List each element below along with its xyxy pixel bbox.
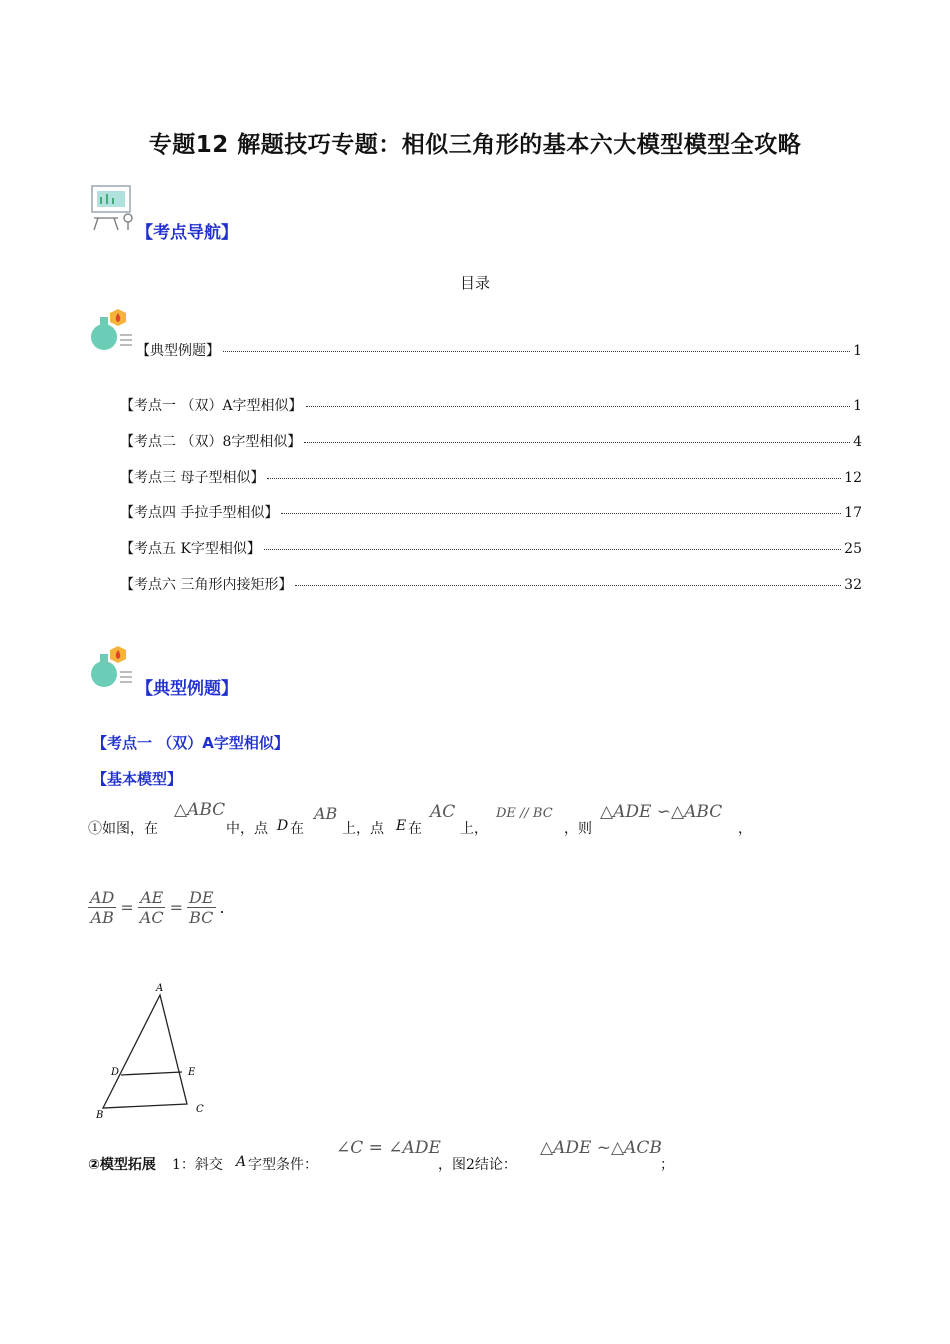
math-de-parallel-bc: DE // BC [496, 806, 553, 821]
section-label: 【典型例题】 [136, 679, 238, 699]
fraction-ae-ac [138, 888, 166, 927]
text-run: ， [738, 821, 752, 837]
text-run: ②模型拓展 [88, 1157, 156, 1173]
math-triangle-abc: △ABC [174, 800, 226, 820]
toc-leader [281, 513, 841, 514]
toc-leader [223, 351, 850, 352]
text-run: ； [660, 1157, 674, 1173]
flask-icon [88, 305, 136, 353]
text-run: 在 [290, 821, 304, 837]
denominator: AC [139, 908, 164, 927]
math-ab: AB [314, 804, 338, 823]
math-angle-condition: ∠C = ∠ADE [336, 1138, 441, 1158]
text-run: 上，点 [342, 821, 384, 837]
math-similar-triangles: △ADE ∽△ABC [600, 802, 723, 822]
label-c: C [196, 1104, 204, 1115]
text-run: 1：斜交 [172, 1157, 223, 1173]
toc-entry-label: 【考点五 K字型相似】 [120, 541, 261, 557]
toc-entry-3[interactable] [120, 467, 862, 487]
toc-entry-2[interactable] [120, 431, 862, 451]
ratio-equation [88, 888, 225, 927]
text-run: 字型条件： [248, 1157, 318, 1173]
fraction-ad-ab [88, 888, 116, 927]
basic-model-heading: 【基本模型】 [92, 770, 183, 788]
label-e: E [188, 1067, 196, 1078]
text-run: ，图2结论： [438, 1157, 517, 1173]
toc-leader [304, 442, 850, 443]
toc-entry-page: 4 [853, 434, 862, 450]
toc-entry-label: 【考点二 （双）8字型相似】 [120, 434, 302, 450]
toc-entry-5[interactable] [120, 538, 862, 558]
paragraph-2 [88, 1136, 888, 1176]
numerator: AD [90, 888, 115, 907]
nav-section-label: 【考点导航】 [136, 223, 238, 243]
toc-entry-page: 12 [844, 470, 862, 486]
triangle-abc [103, 995, 187, 1108]
period: . [219, 898, 225, 917]
toc-entry-page: 1 [853, 398, 862, 414]
toc-entry-page: 32 [844, 577, 862, 593]
numerator: AE [140, 888, 164, 907]
math-ac: AC [430, 802, 456, 822]
toc-entry-label: 【典型例题】 [136, 343, 220, 359]
page-title: 专题12 解题技巧专题：相似三角形的基本六大模型模型全攻略 [148, 132, 802, 158]
toc-entry-label: 【考点六 三角形内接矩形】 [120, 577, 293, 593]
toc-leader [295, 585, 841, 586]
text-run: ，则 [564, 821, 592, 837]
triangle-a-figure [88, 978, 228, 1123]
toc-entry-label: 【考点一 （双）A字型相似】 [120, 398, 303, 414]
math-a: A [236, 1154, 247, 1170]
toc-leader [306, 406, 851, 407]
text-run: 中，点 [226, 821, 268, 837]
denominator: AB [90, 908, 114, 927]
toc-entry-page: 17 [844, 505, 862, 521]
flask-icon [88, 642, 136, 690]
fraction-de-bc [187, 888, 216, 927]
toc-title: 目录 [459, 274, 490, 292]
toc-entry-page: 25 [844, 541, 862, 557]
equals-sign: = [169, 898, 183, 917]
label-a: A [156, 983, 164, 994]
toc-leader [267, 478, 841, 479]
toc-entry-label: 【考点三 母子型相似】 [120, 470, 265, 486]
toc-entry-main[interactable] [136, 340, 862, 360]
toc-leader [264, 549, 841, 550]
toc-entry-4[interactable] [120, 502, 862, 522]
toc-entry-label: 【考点四 手拉手型相似】 [120, 505, 279, 521]
text-run: 上， [460, 821, 488, 837]
toc-entry-page: 1 [853, 343, 862, 359]
label-b: B [96, 1110, 104, 1121]
toc-entry-6[interactable] [120, 574, 862, 594]
denominator: BC [189, 908, 214, 927]
numerator: DE [189, 888, 214, 907]
math-point-e: E [396, 818, 407, 834]
math-point-d: D [277, 818, 289, 834]
teacher-board-icon [88, 182, 138, 232]
paragraph-1 [88, 800, 888, 840]
equals-sign: = [120, 898, 134, 917]
label-d: D [111, 1067, 120, 1078]
math-similar-conclusion: △ADE ~△ACB [540, 1138, 662, 1158]
toc-entry-1[interactable] [120, 395, 862, 415]
text-run: ①如图，在 [88, 821, 158, 837]
text-run: 在 [408, 821, 422, 837]
segment-de [121, 1072, 182, 1075]
kaodian-heading: 【考点一 （双）A字型相似】 [92, 734, 289, 752]
